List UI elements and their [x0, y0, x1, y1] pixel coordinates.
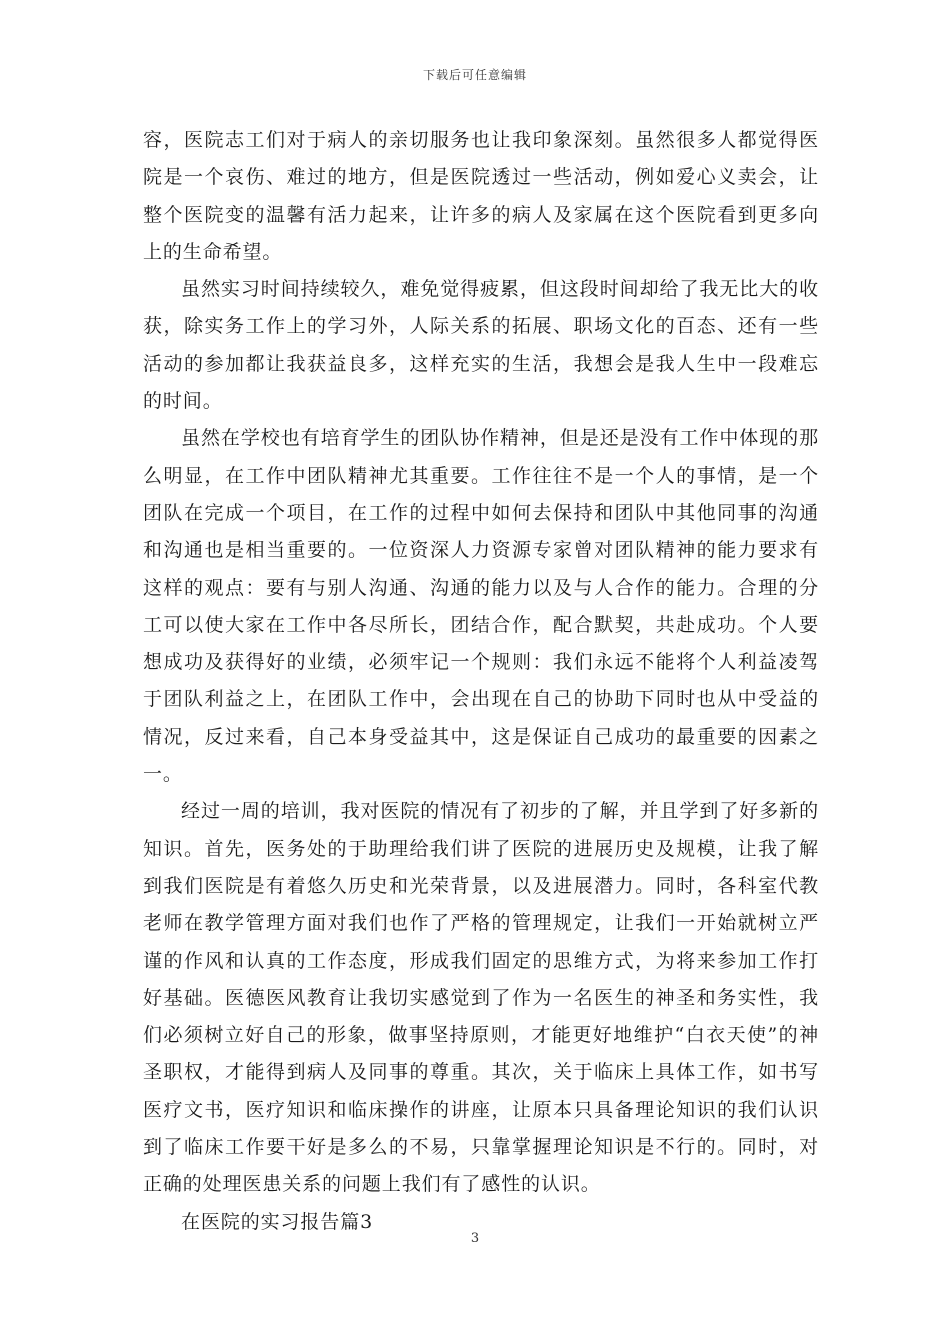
paragraph-3: 虽然在学校也有培育学生的团队协作精神，但是还是没有工作中体现的那么明显，在工作中团队精神尤其重要。工作往往不是一个人的事情，是一个团队在完成一个项目，在工作的过程中如何去保持和团队中其他同事的沟通和沟通也是相当重要的。一位资深人力资源专家曾对团队精神的能力要求有这样的观点：要有与别人沟通、沟通的能力以及与人合作的能力。合理的分工可以使大家在工作中各尽所长，团结合作，配合默契，共赴成功。个人要想成功及获得好的业绩，必须牢记一个规则：我们永远不能将个人利益凌驾于团队利益之上，在团队工作中，会出现在自己的协助下同时也从中受益的情况，反过来看，自己本身受益其中，这是保证自己成功的最重要的因素之一。	[143, 427, 819, 786]
paragraph-2: 虽然实习时间持续较久，难免觉得疲累，但这段时间却给了我无比大的收获，除实务工作上的学习外，人际关系的拓展、职场文化的百态、还有一些活动的参加都让我获益良多，这样充实的生活，我想会是我人生中一段难忘的时间。	[143, 278, 819, 413]
paragraph-4: 经过一周的培训，我对医院的情况有了初步的了解，并且学到了好多新的知识。首先，医务处的于助理给我们讲了医院的进展历史及规模，让我了解到我们医院是有着悠久历史和光荣背景，以及进展潜力。同时，各科室代教老师在教学管理方面对我们也作了严格的管理规定，让我们一开始就树立严谨的作风和认真的工作态度，形成我们固定的思维方式，为将来参加工作打好基础。医德医风教育让我切实感觉到了作为一名医生的神圣和务实性，我们必须树立好自己的形象，做事坚持原则，才能更好地维护“白衣天使”的神圣职权，才能得到病人及同事的尊重。其次，关于临床上具体工作，如书写医疗文书，医疗知识和临床操作的讲座，让原本只具备理论知识的我们认识到了临床工作要干好是多么的不易，只靠掌握理论知识是不行的。同时，对正确的处理医患关系的问题上我们有了感性的认识。	[143, 800, 819, 1196]
section-heading: 在医院的实习报告篇3	[181, 1210, 374, 1233]
paragraph-1: 容，医院志工们对于病人的亲切服务也让我印象深刻。虽然很多人都觉得医院是一个哀伤、难过的地方，但是医院透过一些活动，例如爱心义卖会，让整个医院变的温馨有活力起来，让许多的病人及家属在这个医院看到更多向上的生命希望。	[143, 129, 819, 263]
page-header: 下载后可任意编辑	[422, 68, 527, 82]
page-number: 3	[470, 1231, 480, 1246]
document-body	[143, 122, 819, 1241]
